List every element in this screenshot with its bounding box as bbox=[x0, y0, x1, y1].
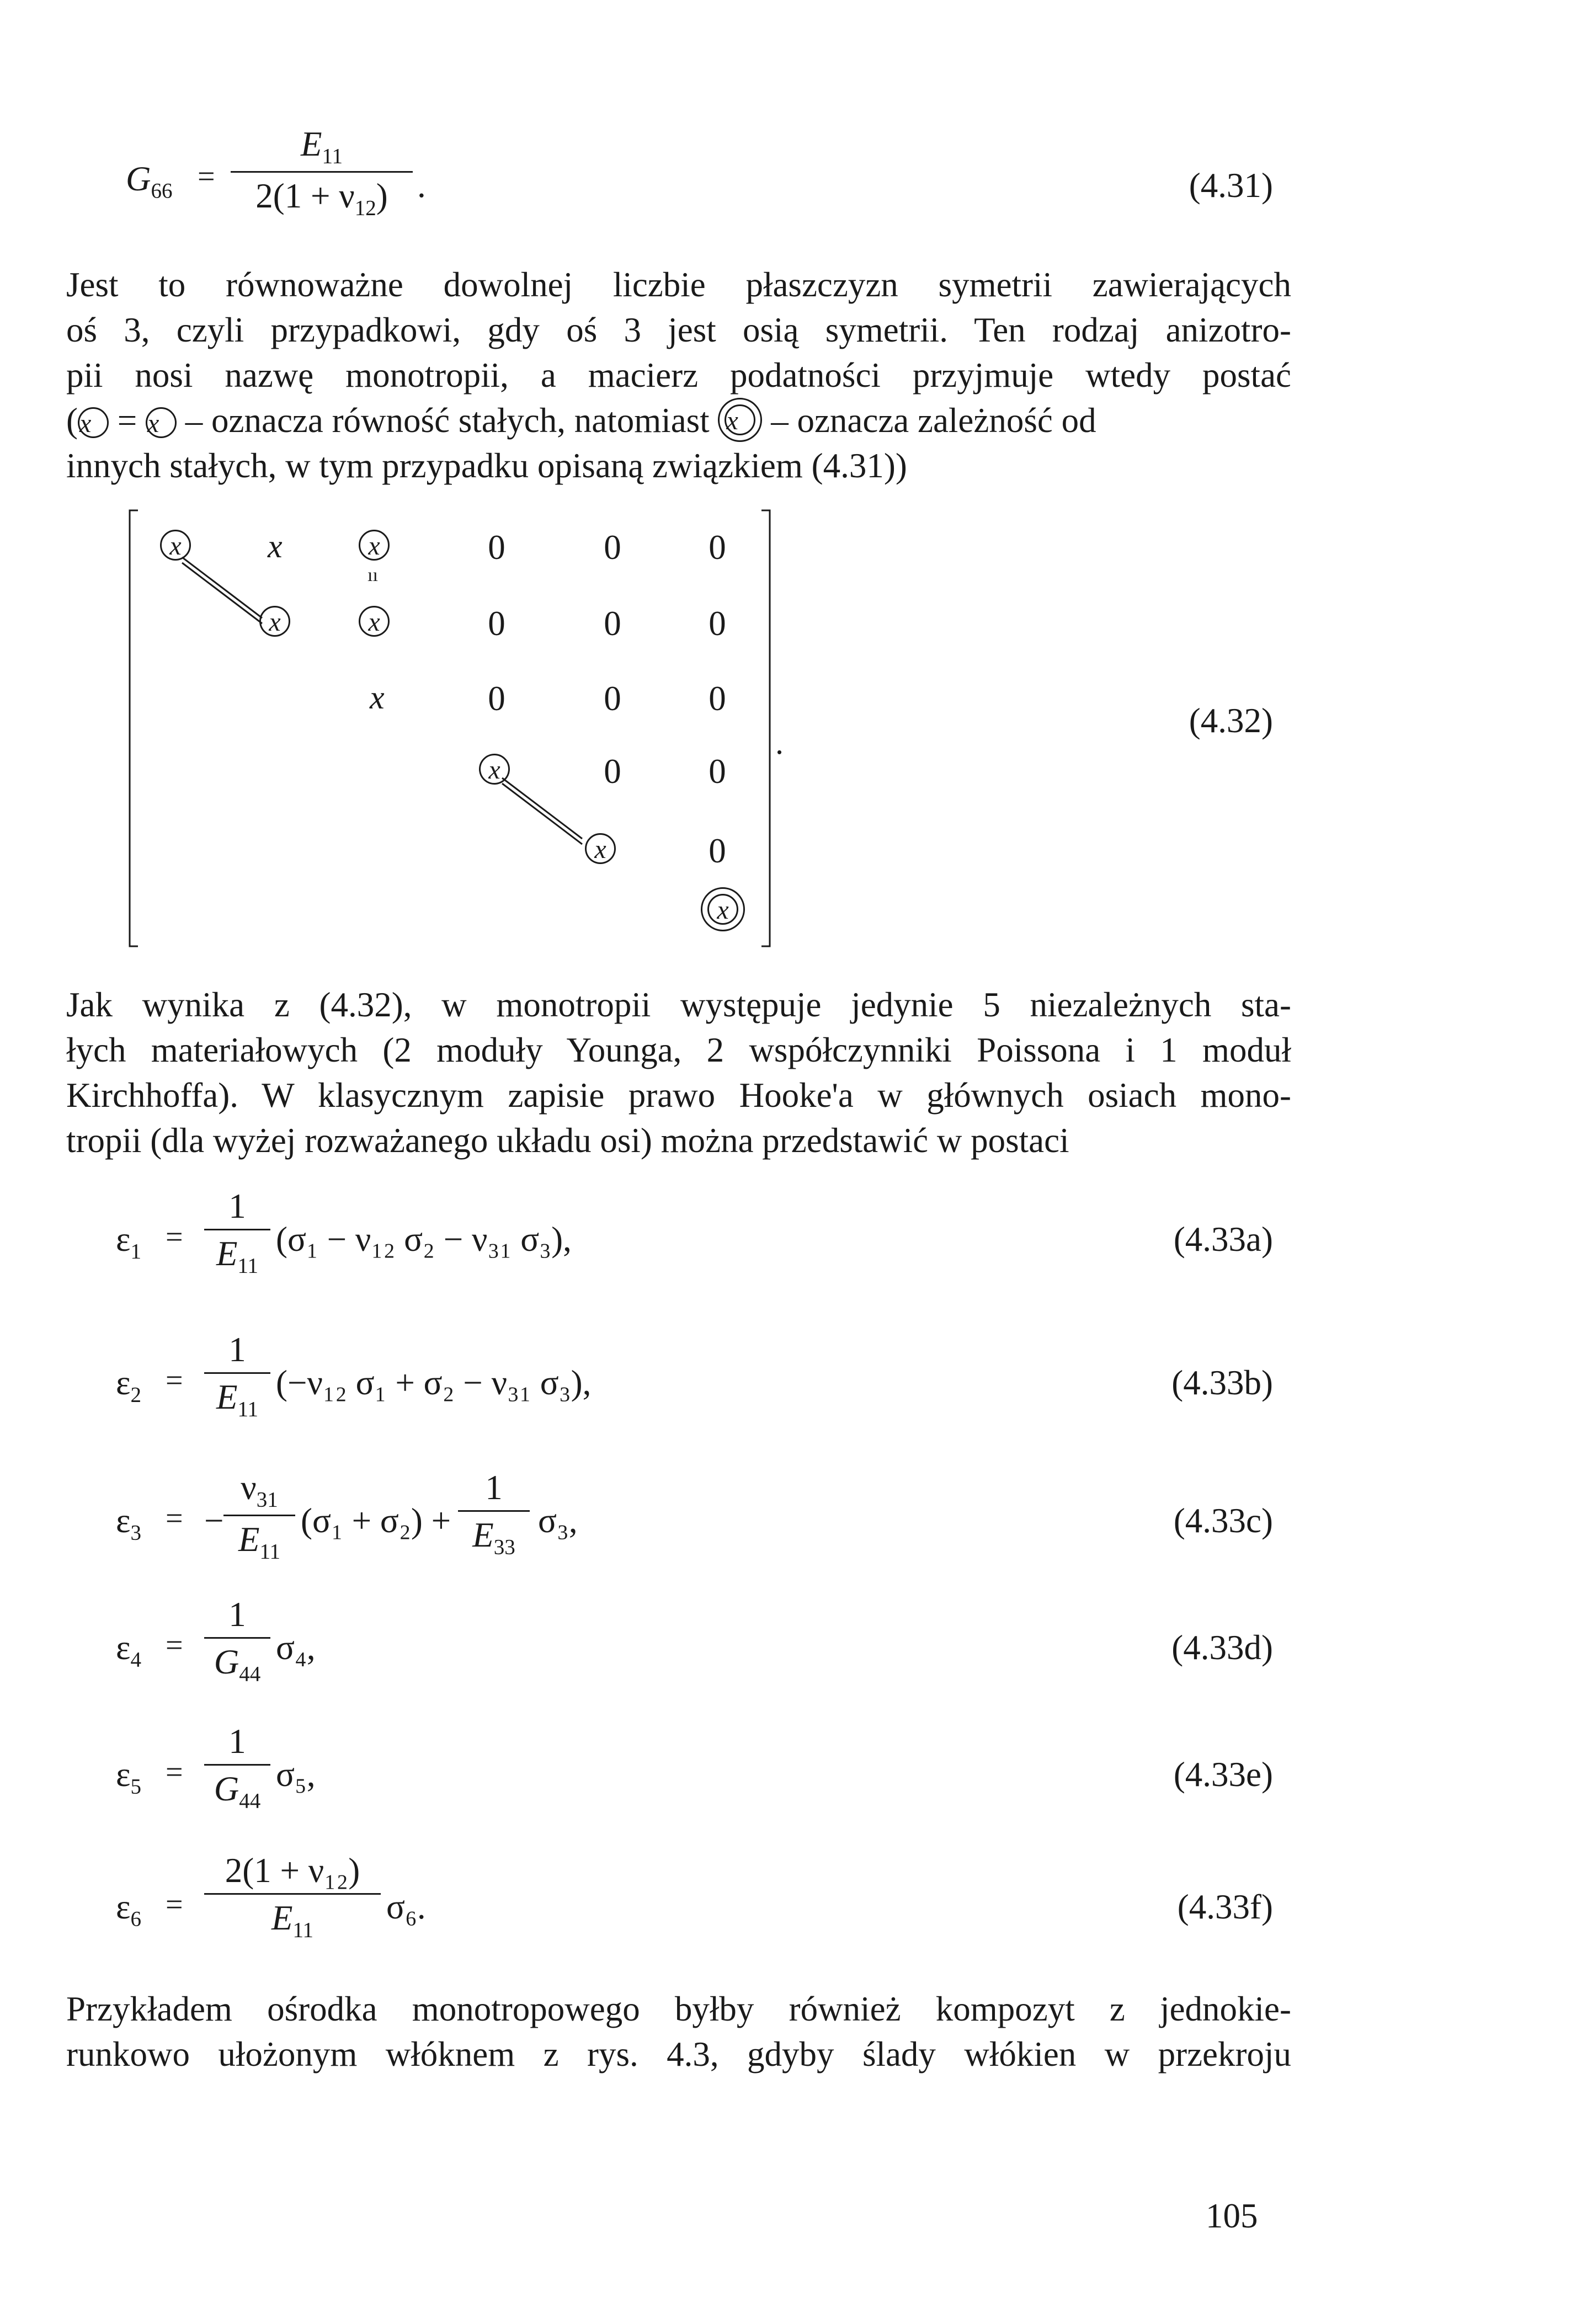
matrix-circled-x: x bbox=[479, 754, 510, 785]
equation-4-33e bbox=[116, 1716, 1054, 1826]
matrix-double-circled-x: x bbox=[701, 887, 745, 931]
matrix-circled-x: x bbox=[359, 606, 390, 637]
eq-denominator: $E_{33}$ bbox=[472, 1516, 515, 1559]
matrix-zero: 0 bbox=[604, 528, 621, 567]
matrix-zero: 0 bbox=[709, 679, 726, 718]
eq-equals: = bbox=[166, 1888, 183, 1922]
eq-body: (σ₁ + σ₂) + bbox=[301, 1501, 451, 1540]
paragraph-3-line: runkowo ułożonym włóknem z rys. 4.3, gdyby ślady włókien w przekroju bbox=[66, 2035, 1291, 2074]
circled-x-symbol: x bbox=[146, 407, 177, 438]
paragraph-1-line-4: (x = x – oznacza równość stałych, natomiast x – oznacza zależność od bbox=[66, 398, 1291, 443]
paragraph-1-line: Jest to równoważne dowolnej liczbie płaszczyzn symetrii zawierających bbox=[66, 265, 1291, 304]
eq-fraction bbox=[204, 1330, 270, 1422]
matrix-zero: 0 bbox=[709, 604, 726, 643]
equation-4-31 bbox=[126, 116, 1285, 243]
paragraph-3 bbox=[66, 1986, 1291, 2077]
eq-fraction bbox=[204, 1721, 270, 1814]
eq-4-31-denominator: $2(1 + \nu_{12})$ bbox=[255, 176, 388, 220]
eq-lhs: $\varepsilon_1$ bbox=[116, 1220, 141, 1264]
matrix-circled-x: x bbox=[359, 530, 390, 561]
paragraph-2-line: Jak wynika z (4.32), w monotropii występuje jedynie 5 niezależnych sta- bbox=[66, 985, 1291, 1024]
eq-fraction bbox=[204, 1186, 270, 1278]
eq-4-33c-number: (4.33c) bbox=[1173, 1501, 1273, 1540]
eq-4-31-equals: = bbox=[198, 159, 215, 194]
eq-body: σ₅, bbox=[276, 1755, 316, 1794]
paragraph-2-line: Kirchhoffa). W klasycznym zapisie prawo Hooke'a w głównych osiach mono- bbox=[66, 1076, 1291, 1115]
paragraph-1-line: pii nosi nazwę monotropii, a macierz podatności przyjmuje wtedy postać bbox=[66, 356, 1291, 395]
matrix-brackets bbox=[121, 508, 784, 949]
eq-lhs: $\varepsilon_2$ bbox=[116, 1363, 141, 1407]
eq-body: σ₄, bbox=[276, 1628, 316, 1667]
eq-fraction bbox=[223, 1468, 295, 1564]
eq-equals: = bbox=[166, 1628, 183, 1662]
eq-4-33a-number: (4.33a) bbox=[1173, 1220, 1273, 1259]
matrix-zero: 0 bbox=[604, 752, 621, 791]
matrix-zero: 0 bbox=[488, 604, 505, 643]
matrix-zero: 0 bbox=[488, 679, 505, 718]
eq-lhs: $\varepsilon_5$ bbox=[116, 1755, 141, 1799]
eq-numerator: 1 bbox=[204, 1186, 270, 1230]
eq-denominator: $G_{44}$ bbox=[214, 1643, 261, 1686]
matrix-equality-mark: ıı bbox=[367, 565, 378, 585]
matrix-circled-x: x bbox=[160, 530, 191, 561]
eq-numerator: 1 bbox=[204, 1595, 270, 1639]
eq-denominator: $E_{11}$ bbox=[238, 1520, 281, 1564]
matrix-zero: 0 bbox=[604, 604, 621, 643]
paragraph-2-line: tropii (dla wyżej rozważanego układu osi) można przedstawić w postaci bbox=[66, 1121, 1069, 1160]
eq-4-31-period: . bbox=[417, 166, 426, 205]
equation-4-33b bbox=[116, 1324, 1054, 1435]
eq-numerator: 2(1 + ν₁₂) bbox=[204, 1851, 381, 1895]
paragraph-3-line: Przykładem ośrodka monotropowego byłby również kompozyt z jednokie- bbox=[66, 1990, 1291, 2028]
paragraph-2-line: łych materiałowych (2 moduły Younga, 2 współczynniki Poissona i 1 moduł bbox=[66, 1031, 1291, 1069]
paragraph-1-line: oś 3, czyli przypadkowi, gdy oś 3 jest osią symetrii. Ten rodzaj anizotro- bbox=[66, 311, 1291, 349]
matrix-zero: 0 bbox=[709, 528, 726, 567]
eq-denominator: $E_{11}$ bbox=[271, 1899, 314, 1942]
equation-4-33c bbox=[116, 1462, 1054, 1573]
eq-4-33d-number: (4.33d) bbox=[1171, 1628, 1273, 1667]
circled-x-symbol: x bbox=[78, 407, 109, 438]
eq-4-33b-number: (4.33b) bbox=[1171, 1363, 1273, 1402]
eq-equals: = bbox=[166, 1363, 183, 1398]
eq-minus: − bbox=[204, 1501, 224, 1540]
eq-fraction bbox=[204, 1595, 270, 1687]
eq-4-31-number: (4.31) bbox=[1189, 166, 1273, 205]
double-circled-x-symbol: x bbox=[718, 398, 762, 442]
eq-equals: = bbox=[166, 1755, 183, 1789]
matrix-zero: 0 bbox=[604, 679, 621, 718]
eq-4-31-numerator: $E_{11}$ bbox=[231, 124, 413, 173]
paragraph-1-line: innych stałych, w tym przypadku opisaną związkiem (4.31)) bbox=[66, 446, 907, 485]
equation-4-33d bbox=[116, 1589, 1054, 1699]
eq-4-31-lhs: $G_{66}$ bbox=[126, 159, 173, 203]
eq-denominator: $G_{44}$ bbox=[214, 1769, 261, 1813]
matrix-x: x bbox=[268, 528, 283, 564]
matrix-period: . bbox=[775, 724, 784, 761]
eq-numerator: 1 bbox=[458, 1468, 530, 1512]
matrix-zero: 0 bbox=[709, 831, 726, 870]
eq-4-33e-number: (4.33e) bbox=[1173, 1755, 1273, 1794]
eq-body: σ₆. bbox=[386, 1888, 426, 1926]
eq-lhs: $\varepsilon_4$ bbox=[116, 1628, 141, 1672]
eq-body-2: σ₃, bbox=[538, 1501, 578, 1540]
paragraph-2 bbox=[66, 982, 1291, 1163]
page-number: 105 bbox=[1206, 2197, 1258, 2235]
matrix-zero: 0 bbox=[709, 752, 726, 791]
eq-equals: = bbox=[166, 1220, 183, 1254]
eq-numerator: 1 bbox=[204, 1721, 270, 1766]
eq-4-32-number: (4.32) bbox=[1189, 701, 1273, 740]
eq-fraction bbox=[204, 1851, 381, 1943]
matrix-x: x bbox=[370, 679, 385, 716]
eq-body: (−ν₁₂ σ₁ + σ₂ − ν₃₁ σ₃), bbox=[276, 1363, 592, 1402]
eq-4-31-fraction bbox=[231, 124, 413, 220]
compliance-matrix bbox=[121, 508, 784, 949]
eq-body: (σ₁ − ν₁₂ σ₂ − ν₃₁ σ₃), bbox=[276, 1220, 572, 1259]
matrix-circled-x: x bbox=[585, 833, 616, 864]
eq-numerator: 1 bbox=[204, 1330, 270, 1374]
paragraph-1 bbox=[66, 262, 1291, 488]
eq-lhs: $\varepsilon_3$ bbox=[116, 1501, 141, 1545]
matrix-zero: 0 bbox=[488, 528, 505, 567]
eq-numerator: $\nu_{31}$ bbox=[223, 1468, 295, 1516]
eq-equals: = bbox=[166, 1501, 183, 1536]
eq-4-33f-number: (4.33f) bbox=[1177, 1888, 1273, 1926]
equation-4-33f bbox=[116, 1843, 1054, 1953]
eq-denominator: $E_{11}$ bbox=[216, 1234, 259, 1278]
equation-4-33a bbox=[116, 1181, 1054, 1291]
eq-lhs: $\varepsilon_6$ bbox=[116, 1888, 141, 1931]
matrix-circled-x: x bbox=[259, 606, 290, 637]
eq-denominator: $E_{11}$ bbox=[216, 1378, 259, 1421]
eq-fraction-2 bbox=[458, 1468, 530, 1560]
